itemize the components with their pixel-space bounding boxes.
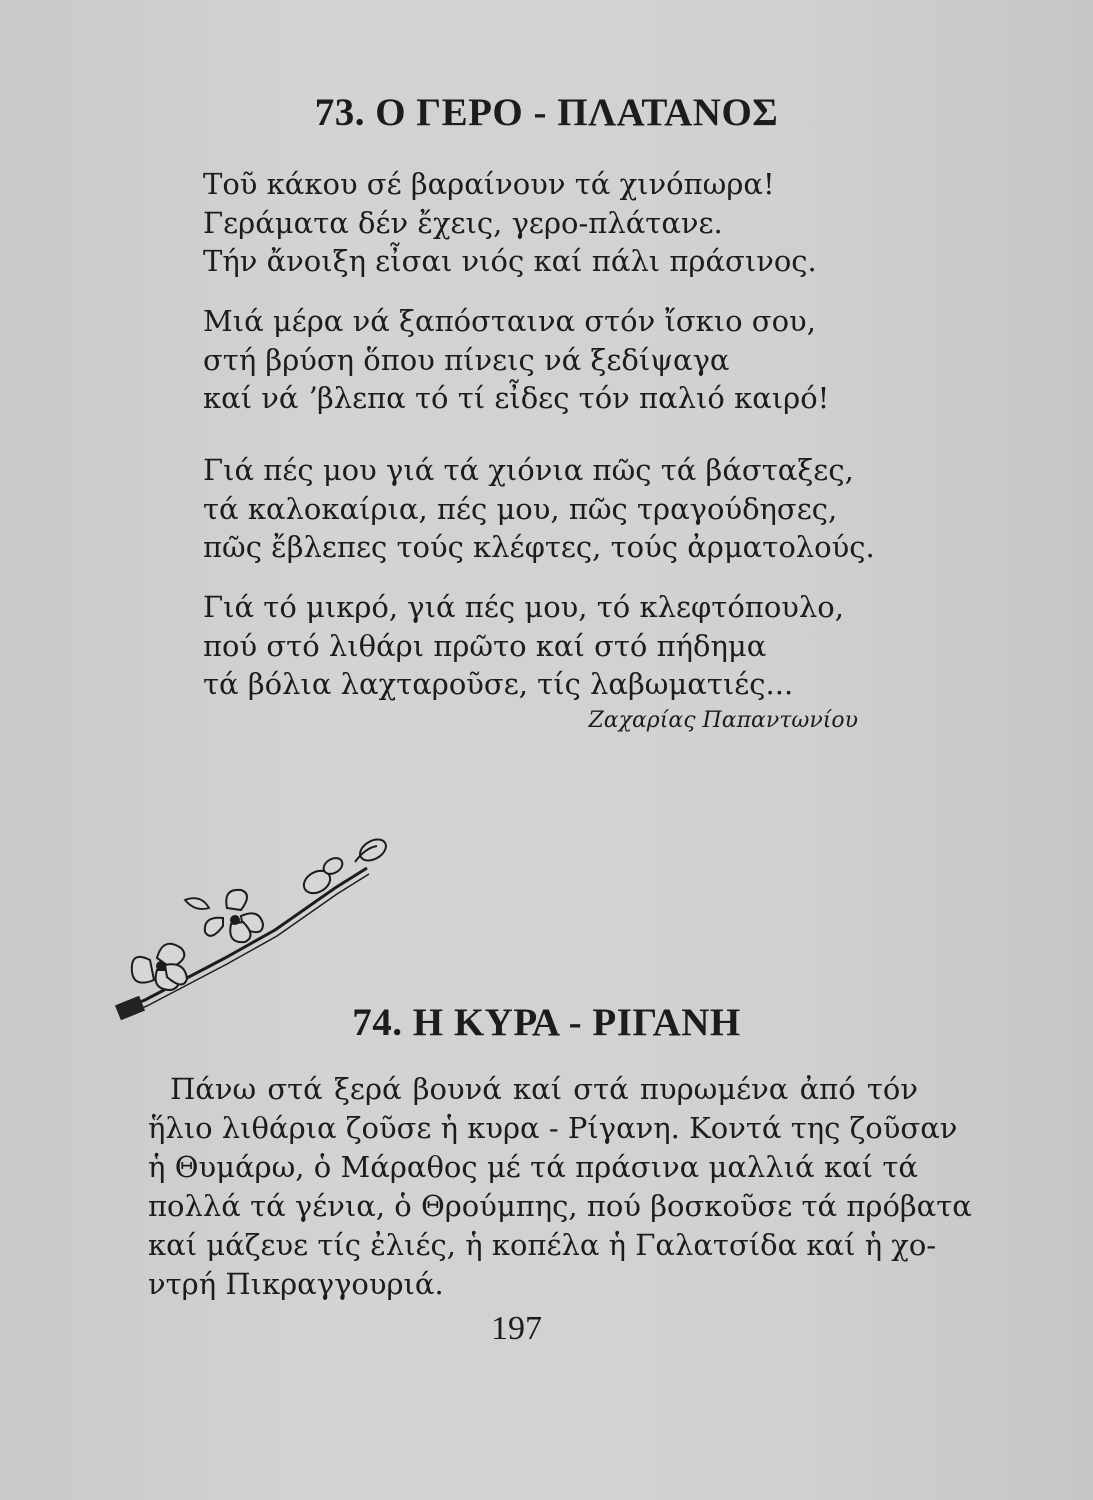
- poem-line: Γεράματα δέν ἔχεις, γερο-πλάτανε.: [203, 205, 723, 240]
- paragraph-line: ἥλιο λιθάρια ζοῦσε ἡ κυρα - Ρίγανη. Κοντά της ζοῦσαν: [148, 1111, 958, 1145]
- poem-line: Τήν ἄνοιξη εἶσαι νιός καί πάλι πράσινος.: [203, 244, 817, 278]
- poem-stanza-2: [203, 302, 829, 418]
- paragraph-line: Πάνω στά ξερά βουνά καί στά πυρωμένα ἀπό τόν: [170, 1072, 918, 1106]
- poem-line: Μιά μέρα νά ξαπόσταινα στόν ἴσκιο σου,: [203, 304, 816, 338]
- poem-title: 73. Ο ΓΕΡΟ - ΠΛΑΤΑΝΟΣ: [314, 91, 779, 134]
- paragraph-line: καί μάζευε τίς ἐλιές, ἡ κοπέλα ἡ Γαλατσίδα καί ἡ χο-: [148, 1228, 937, 1262]
- story-title: 74. Η ΚΥΡΑ - ΡΙΓΑΝΗ: [352, 1001, 741, 1044]
- poem-line: τά καλοκαίρια, πές μου, πῶς τραγούδησες,: [203, 491, 838, 526]
- poem-line: καί νά ʼβλεπα τό τί εἶδες τόν παλιό καιρό!: [203, 381, 830, 415]
- paragraph-line: ντρή Πικραγγουριά.: [148, 1267, 444, 1301]
- poem-line: τά βόλια λαχταροῦσε, τίς λαβωματιές...: [203, 667, 794, 701]
- poem-line: Γιά τό μικρό, γιά πές μου, τό κλεφτόπουλο,: [203, 590, 844, 624]
- poem-author: Ζαχαρίας Παπαντωνίου: [588, 708, 858, 733]
- paragraph-line: πολλά τά γένια, ὁ Θρούμπης, πού βοσκοῦσε τά πρόβατα: [148, 1189, 972, 1223]
- poem-line: Τοῦ κάκου σέ βαραίνουν τά χινόπωρα!: [203, 167, 775, 201]
- poem-line: Γιά πές μου γιά τά χιόνια πῶς τά βάσταξες,: [203, 453, 854, 487]
- paragraph-line: ἡ Θυμάρω, ὁ Μάραθος μέ τά πράσινα μαλλιά καί τά: [148, 1150, 918, 1184]
- poem-stanza-1: [203, 165, 817, 281]
- poem-line: πῶς ἔβλεπες τούς κλέφτες, τούς ἀρματολούς.: [203, 530, 875, 564]
- poem-line: πού στό λιθάρι πρῶτο καί στό πήδημα: [203, 628, 767, 663]
- story-paragraph: [148, 1070, 972, 1304]
- poem-line: στή βρύση ὅπου πίνεις νά ξεδίψαγα: [203, 342, 730, 377]
- poem-stanza-4: [203, 588, 844, 704]
- poem-stanza-3: [203, 451, 875, 567]
- page-number: 197: [491, 1310, 542, 1347]
